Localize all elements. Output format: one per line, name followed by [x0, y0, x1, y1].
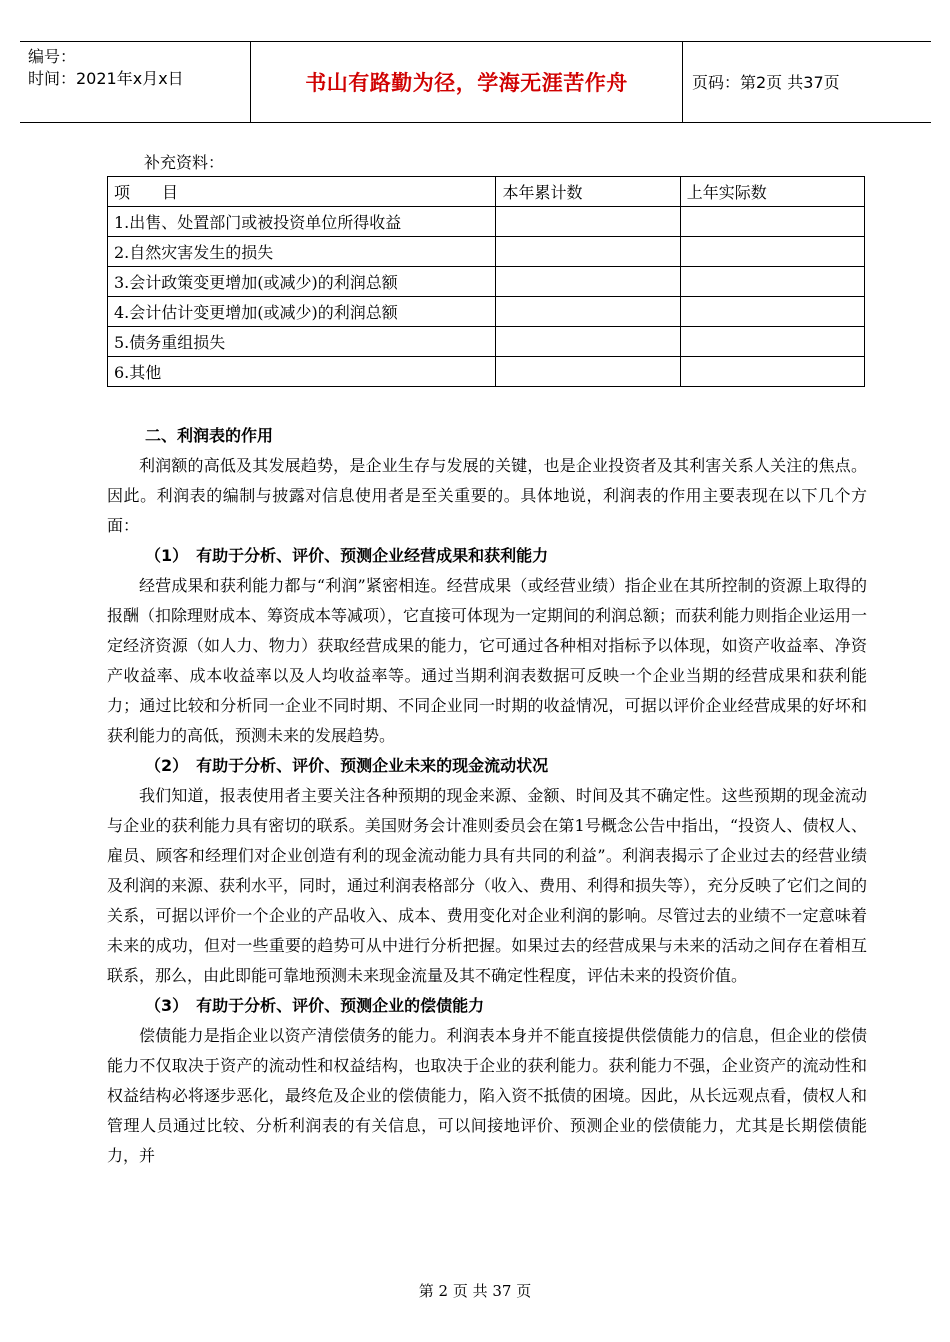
table-cell: [680, 357, 864, 387]
paragraph: 利润额的高低及其发展趋势，是企业生存与发展的关键，也是企业投资者及其利害关系人关注的焦点。因此。利润表的编制与披露对信息使用者是至关重要的。具体地说，利润表的作用主要表现在以下几个方面：: [107, 456, 867, 535]
table-cell: 6.其他: [108, 357, 496, 387]
header-page-label: 页码：第2页 共37页: [692, 73, 840, 92]
table-row: [108, 207, 865, 237]
section-body: [107, 421, 867, 1171]
table-row: [108, 267, 865, 297]
table-row: [108, 237, 865, 267]
table-cell: [496, 237, 680, 267]
table-header-cell: 上年实际数: [680, 177, 864, 207]
table-header-cell: 本年累计数: [496, 177, 680, 207]
paragraph: 偿债能力是指企业以资产清偿债务的能力。利润表本身并不能直接提供偿债能力的信息，但企业的偿债能力不仅取决于资产的流动性和权益结构，也取决于企业的获利能力。获利能力不强，企业资产的流动性和权益结构必将逐步恶化，最终危及企业的偿债能力，陷入资不抵债的困境。因此，从长远观点看，债权人和管理人员通过比较、分析利润表的有关信息，可以间接地评价、预测企业的偿债能力，尤其是长期偿债能力，并: [107, 1026, 867, 1165]
table-cell: [680, 297, 864, 327]
subsection-title: （3） 有助于分析、评价、预测企业的偿债能力: [145, 996, 485, 1015]
table-cell: [680, 267, 864, 297]
table-cell: 4.会计估计变更增加(或减少)的利润总额: [108, 297, 496, 327]
table-row: [108, 357, 865, 387]
paragraph: 我们知道，报表使用者主要关注各种预期的现金来源、金额、时间及其不确定性。这些预期的现金流动与企业的获利能力具有密切的联系。美国财务会计准则委员会在第1号概念公告中指出，“投资人、债权人、雇员、顾客和经理们对企业创造有利的现金流动能力具有共同的利益”。利润表揭示了企业过去的经营业绩及利润的来源、获利水平，同时，通过利润表格部分（收入、费用、利得和损失等），充分反映了它们之间的关系，可据以评价一个企业的产品收入、成本、费用变化对企业利润的影响。尽管过去的业绩不一定意味着未来的成功，但对一些重要的趋势可从中进行分析把握。如果过去的经营成果与未来的活动之间存在着相互联系，那么，由此即能可靠地预测未来现金流量及其不确定性程度，评估未来的投资价值。: [107, 786, 868, 985]
supplement-label: 补充资料：: [144, 153, 225, 172]
table-cell: [496, 297, 680, 327]
header-divider: [682, 42, 683, 122]
subsection-title: （1） 有助于分析、评价、预测企业经营成果和获利能力: [145, 546, 549, 565]
table-cell: [496, 267, 680, 297]
table-header-row: [108, 177, 865, 207]
table-cell: [496, 327, 680, 357]
page-footer: 第 2 页 共 37 页: [418, 1282, 532, 1300]
section-title: 二、利润表的作用: [145, 426, 274, 445]
table-row: [108, 327, 865, 357]
table-cell: [496, 357, 680, 387]
paragraph: 经营成果和获利能力都与“利润”紧密相连。经营成果（或经营业绩）指企业在其所控制的资源上取得的报酬（扣除理财成本、筹资成本等减项），它直接可体现为一定期间的利润总额；而获利能力则指企业运用一定经济资源（如人力、物力）获取经营成果的能力，它可通过各种相对指标予以体现，如资产收益率、净资产收益率、成本收益率以及人均收益率等。通过当期利润表数据可反映一个企业当期的经营成果和获利能力；通过比较和分析同一企业不同时期、不同企业同一时期的收益情况，可据以评价企业经营成果的好坏和获利能力的高低，预测未来的发展趋势。: [107, 576, 868, 745]
header-meta: [28, 46, 184, 90]
time-label: 时间：2021年x月x日: [28, 69, 184, 88]
table-cell: 3.会计政策变更增加(或减少)的利润总额: [108, 267, 496, 297]
table-cell: [680, 327, 864, 357]
table-cell: 5.债务重组损失: [108, 327, 496, 357]
table-cell: 2.自然灾害发生的损失: [108, 237, 496, 267]
page-header: [20, 41, 931, 123]
table-cell: [680, 237, 864, 267]
doc-number-label: 编号：: [28, 47, 77, 66]
table-cell: [496, 207, 680, 237]
table-cell: 1.出售、处置部门或被投资单位所得收益: [108, 207, 496, 237]
table-row: [108, 297, 865, 327]
header-motto: 书山有路勤为径，学海无涯苦作舟: [305, 71, 628, 95]
table-cell: [680, 207, 864, 237]
table-header-cell: 项 目: [108, 177, 496, 207]
supplement-table: [107, 176, 865, 387]
subsection-title: （2） 有助于分析、评价、预测企业未来的现金流动状况: [145, 756, 549, 775]
